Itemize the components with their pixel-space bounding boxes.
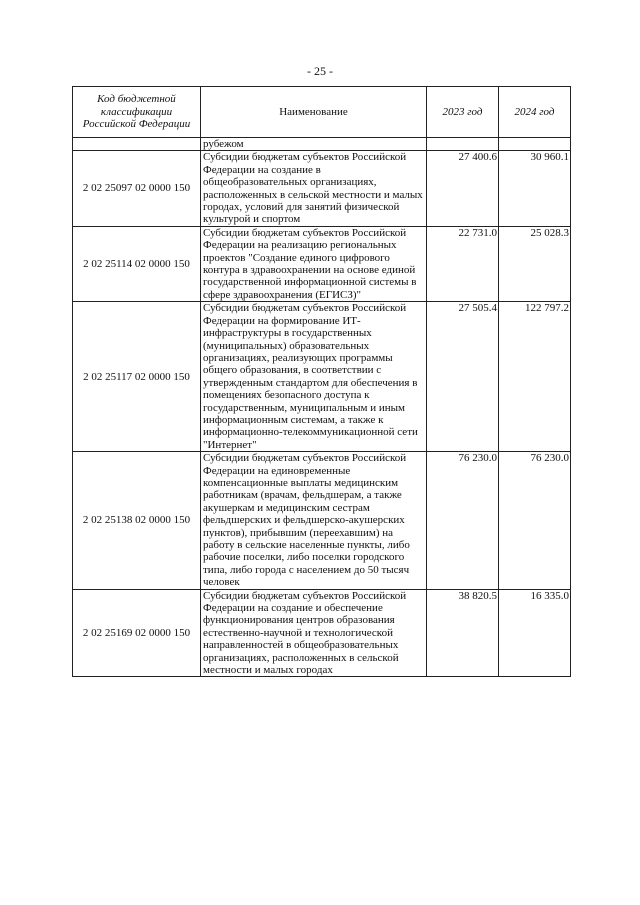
table-cell-2023: 22 731.0 [427, 226, 499, 301]
table-cell-code: 2 02 25138 02 0000 150 [73, 452, 201, 589]
table-cell-2024: 30 960.1 [499, 151, 571, 226]
budget-table [72, 86, 571, 677]
table-cell-name: Субсидии бюджетам субъектов Российской Федерации на создание и обеспечение функционирования центров образования естественно-научной и технологической направленностей в общеобразовательных организациях, расположенных в сельской местности и малых городах [201, 589, 427, 677]
table-row [73, 226, 571, 301]
table-row [73, 302, 571, 452]
table-cell-2024: 16 335.0 [499, 589, 571, 677]
table-cell-2023 [427, 138, 499, 151]
table-cell-code: 2 02 25114 02 0000 150 [73, 226, 201, 301]
table-cell-name: Субсидии бюджетам субъектов Российской Федерации на реализацию региональных проектов "Создание единого цифрового контура в здравоохранении на основе единой государственной информационной системы в сфере здравоохранения (ЕГИСЗ)" [201, 226, 427, 301]
table-header-row [73, 87, 571, 138]
table-cell-name: Субсидии бюджетам субъектов Российской Федерации на создание в общеобразовательных организациях, расположенных в сельской местности и малых городах, условий для занятий физической культурой и спортом [201, 151, 427, 226]
table-cell-name: рубежом [201, 138, 427, 151]
header-2024: 2024 год [499, 87, 571, 138]
header-2023: 2023 год [427, 87, 499, 138]
table-cell-2024 [499, 138, 571, 151]
table-cell-2024: 76 230.0 [499, 452, 571, 589]
table-cell-name: Субсидии бюджетам субъектов Российской Федерации на единовременные компенсационные выплаты медицинским работникам (врачам, фельдшерам, а также акушеркам и медицинским сестрам фельдшерских и фельдшерско-акушерских пунктов), прибывшим (переехавшим) на работу в сельские населенные пункты, либо рабочие поселки, либо поселки городского типа, либо города с населением до 50 тысяч человек [201, 452, 427, 589]
table-row [73, 151, 571, 226]
table-row-continuation [73, 138, 571, 151]
header-code: Код бюджетной классификации Российской Федерации [73, 87, 201, 138]
table-cell-2023: 27 505.4 [427, 302, 499, 452]
table-row [73, 452, 571, 589]
table-cell-2023: 76 230.0 [427, 452, 499, 589]
table-cell-code: 2 02 25117 02 0000 150 [73, 302, 201, 452]
table-cell-2023: 38 820.5 [427, 589, 499, 677]
table-cell-code: 2 02 25097 02 0000 150 [73, 151, 201, 226]
table-cell-2024: 122 797.2 [499, 302, 571, 452]
header-name: Наименование [201, 87, 427, 138]
table-cell-name: Субсидии бюджетам субъектов Российской Федерации на формирование ИТ-инфраструктуры в государственных (муниципальных) образовательных организациях, реализующих программы общего образования, в соответствии с утвержденным стандартом для обеспечения в помещениях безопасного доступа к государственным, муниципальным и иным информационным системам, а также к информационно-телекоммуникационной сети "Интернет" [201, 302, 427, 452]
table-cell-code [73, 138, 201, 151]
table-cell-code: 2 02 25169 02 0000 150 [73, 589, 201, 677]
page-number: - 25 - [307, 64, 333, 78]
table-row [73, 589, 571, 677]
table-cell-2024: 25 028.3 [499, 226, 571, 301]
table-cell-2023: 27 400.6 [427, 151, 499, 226]
